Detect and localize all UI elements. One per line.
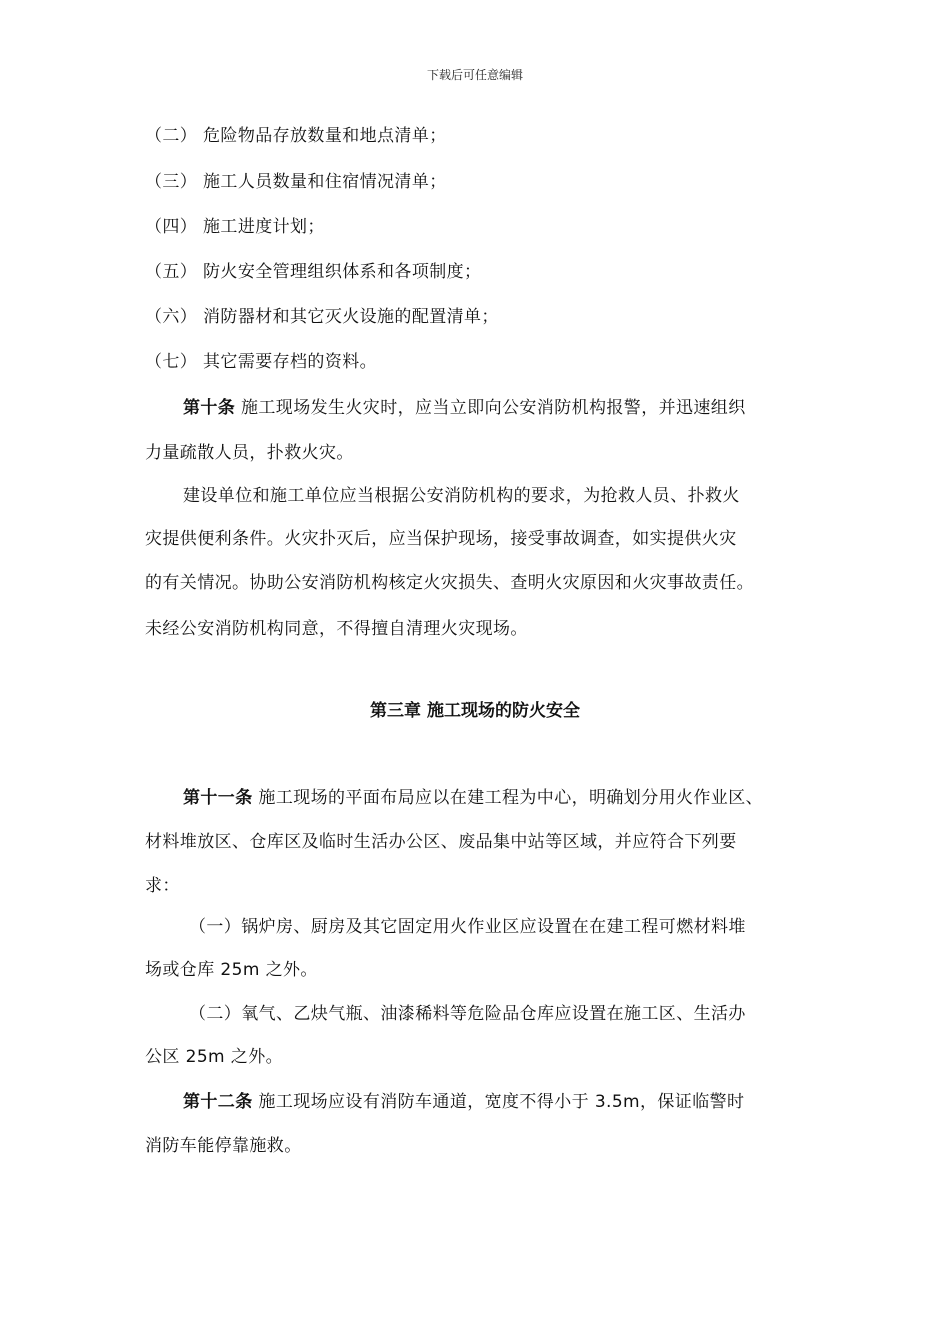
article-11-item-1-line-2: 场或仓库 25m 之外。 — [145, 960, 318, 980]
list-item — [145, 215, 325, 239]
article-11-item-1-line-1: （一）锅炉房、厨房及其它固定用火作业区应设置在在建工程可燃材料堆 — [189, 917, 746, 937]
paragraph-line: 的有关情况。协助公安消防机构核定火灾损失、查明火灾原因和火灾事故责任。 — [145, 573, 754, 593]
paragraph-line: 未经公安消防机构同意，不得擅自清理火灾现场。 — [145, 619, 528, 639]
page-header: 下载后可任意编辑 — [426, 68, 523, 82]
article-11-text: 施工现场的平面布局应以在建工程为中心，明确划分用火作业区、 — [252, 788, 764, 808]
article-12-line-1 — [183, 1090, 744, 1114]
list-item — [145, 305, 499, 329]
list-text: 消防器材和其它灭火设施的配置清单； — [203, 307, 499, 327]
list-marker: （七） — [145, 352, 198, 372]
article-11-line-2: 材料堆放区、仓库区及临时生活办公区、废品集中站等区域，并应符合下列要 — [145, 832, 737, 852]
list-text: 防火安全管理组织体系和各项制度； — [203, 262, 482, 282]
article-12-label: 第十二条 — [183, 1092, 253, 1112]
list-marker: （二） — [145, 126, 198, 146]
list-item — [145, 350, 377, 374]
article-12-line-2: 消防车能停靠施救。 — [145, 1136, 302, 1156]
article-11-line-3: 求： — [145, 876, 180, 896]
paragraph-line: 建设单位和施工单位应当根据公安消防机构的要求，为抢救人员、扑救火 — [183, 486, 740, 506]
list-marker: （三） — [145, 172, 198, 192]
chapter-heading: 第三章 施工现场的防火安全 — [370, 701, 580, 721]
list-text: 其它需要存档的资料。 — [203, 352, 378, 372]
article-11-line-1 — [183, 786, 763, 810]
list-item — [145, 124, 447, 148]
article-10-text: 施工现场发生火灾时，应当立即向公安消防机构报警，并迅速组织 — [235, 398, 746, 418]
article-10-line-1 — [183, 396, 746, 420]
list-text: 施工人员数量和住宿情况清单； — [203, 172, 447, 192]
list-marker: （五） — [145, 262, 198, 282]
paragraph-line: 灾提供便利条件。火灾扑灭后，应当保护现场，接受事故调查，如实提供火灾 — [145, 529, 737, 549]
list-item — [145, 170, 447, 194]
list-marker: （四） — [145, 217, 198, 237]
list-text: 危险物品存放数量和地点清单； — [203, 126, 447, 146]
article-11-item-2-line-2: 公区 25m 之外。 — [145, 1047, 283, 1067]
list-item — [145, 260, 481, 284]
article-10-line-2: 力量疏散人员，扑救火灾。 — [145, 443, 354, 463]
list-text: 施工进度计划； — [203, 217, 325, 237]
article-11-item-2-line-1: （二）氧气、乙炔气瓶、油漆稀料等危险品仓库应设置在施工区、生活办 — [189, 1004, 746, 1024]
article-10-label: 第十条 — [183, 398, 236, 418]
article-11-label: 第十一条 — [183, 788, 253, 808]
article-12-text: 施工现场应设有消防车通道，宽度不得小于 3.5m，保证临警时 — [252, 1092, 745, 1112]
list-marker: （六） — [145, 307, 198, 327]
